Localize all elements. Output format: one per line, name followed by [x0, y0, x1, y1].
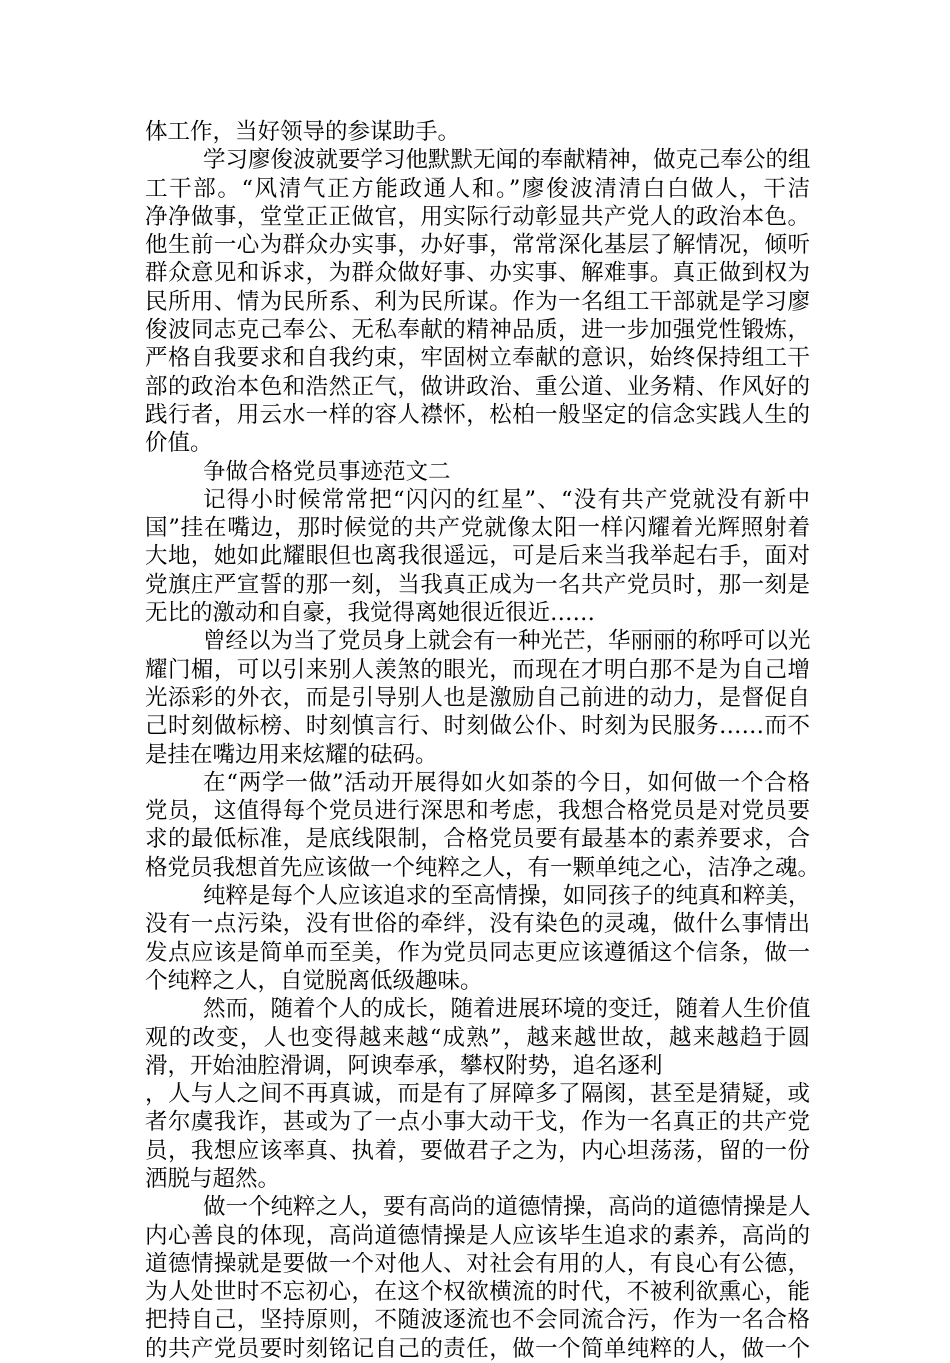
text-line: 国”挂在嘴边，那时候觉的共产党就像太阳一样闪耀着光辉照射着 — [145, 515, 810, 542]
text-line: 俊波同志克己奉公、无私奉献的精神品质，进一步加强党性锻炼， — [145, 317, 810, 344]
text-line: 净净做事，堂堂正正做官，用实际行动彰显共产党人的政治本色。 — [145, 203, 810, 230]
text-line: 大地，她如此耀眼但也离我很遥远，可是后来当我举起右手，面对 — [145, 543, 810, 570]
text-line: 洒脱与超然。 — [145, 1165, 281, 1192]
text-line: 部的政治本色和浩然正气，做讲政治、重公道、业务精、作风好的 — [145, 373, 810, 400]
text-line: 滑，开始油腔滑调，阿谀奉承，攀权附势，追名逐利 — [145, 1052, 663, 1079]
text-line: 党员，这值得每个党员进行深思和考虑，我想合格党员是对党员要 — [145, 798, 810, 825]
document-body — [145, 118, 821, 1363]
text-line: 然而，随着个人的成长，随着进展环境的变迁，随着人生价值 — [203, 996, 811, 1023]
text-line: 争做合格党员事迹范文二 — [203, 458, 451, 485]
text-line: 格党员我想首先应该做一个纯粹之人，有一颗单纯之心，洁净之魂。 — [145, 854, 821, 881]
text-line: 工干部。“风清气正方能政通人和。”廖俊波清清白白做人，干洁 — [145, 175, 810, 202]
text-line: ，人与人之间不再真诚，而是有了屏障多了隔阂，甚至是猜疑，或 — [145, 1081, 810, 1108]
text-line: 学习廖俊波就要学习他默默无闻的奉献精神，做克己奉公的组 — [203, 147, 811, 174]
text-line: 纯粹是每个人应该追求的至高情操，如同孩子的纯真和粹美， — [203, 883, 811, 910]
text-line: 光添彩的外衣，而是引导别人也是激励自己前进的动力，是督促自 — [145, 684, 810, 711]
text-line: 记得小时候常常把“闪闪的红星”、“没有共产党就没有新中 — [203, 486, 810, 513]
text-line: 体工作，当好领导的参谋助手。 — [145, 119, 461, 145]
text-line: 的共产党员要时刻铭记自己的责任，做一个简单纯粹的人，做一个 — [145, 1335, 810, 1362]
text-line: 耀门楣，可以引来别人羡煞的眼光，而现在才明白那不是为自己增 — [145, 656, 810, 683]
text-line: 己时刻做标榜、时刻慎言行、时刻做公仆、时刻为民服务……而不 — [145, 713, 810, 740]
text-line: 做一个纯粹之人，要有高尚的道德情操，高尚的道德情操是人 — [203, 1194, 811, 1221]
text-line: 严格自我要求和自我约束，牢固树立奉献的意识，始终保持组工干 — [145, 345, 810, 372]
text-line: 求的最低标准，是底线限制，合格党员要有最基本的素养要求，合 — [145, 826, 810, 853]
text-line: 为人处世时不忘初心，在这个权欲横流的时代，不被利欲熏心，能 — [145, 1279, 810, 1306]
text-line: 群众意见和诉求，为群众做好事、办实事、解难事。真正做到权为 — [145, 260, 810, 287]
text-line: 道德情操就是要做一个对他人、对社会有用的人，有良心有公德， — [145, 1250, 810, 1277]
text-line: 他生前一心为群众办实事，办好事，常常深化基层了解情况，倾听 — [145, 232, 810, 259]
text-line: 者尔虞我诈，甚或为了一点小事大动干戈，作为一名真正的共产党 — [145, 1109, 810, 1136]
text-line: 内心善良的体现，高尚道德情操是人应该毕生追求的素养，高尚的 — [145, 1222, 810, 1249]
text-line: 发点应该是简单而至美，作为党员同志更应该遵循这个信条，做一 — [145, 939, 810, 966]
text-line: 把持自己，坚持原则，不随波逐流也不会同流合污，作为一名合格 — [145, 1307, 810, 1334]
text-line: 个纯粹之人，自觉脱离低级趣味。 — [145, 967, 483, 994]
text-line: 员，我想应该率真、执着，要做君子之为，内心坦荡荡，留的一份 — [145, 1137, 810, 1164]
text-line: 民所用、情为民所系、利为民所谋。作为一名组工干部就是学习廖 — [145, 288, 810, 315]
text-line: 价值。 — [145, 430, 213, 457]
text-line: 观的改变，人也变得越来越“成熟”，越来越世故，越来越趋于圆 — [145, 1024, 810, 1051]
text-line: 无比的激动和自豪，我觉得离她很近很近…… — [145, 600, 596, 627]
text-line: 党旗庄严宣誓的那一刻，当我真正成为一名共产党员时，那一刻是 — [145, 571, 810, 598]
text-line: 在“两学一做”活动开展得如火如荼的今日，如何做一个合格 — [203, 769, 810, 796]
text-line: 践行者，用云水一样的容人襟怀，松柏一般坚定的信念实践人生的 — [145, 401, 810, 428]
text-line: 是挂在嘴边用来炫耀的砝码。 — [145, 741, 438, 768]
text-line: 没有一点污染，没有世俗的牵绊，没有染色的灵魂，做什么事情出 — [145, 911, 810, 938]
text-line: 曾经以为当了党员身上就会有一种光芒，华丽丽的称呼可以光 — [203, 628, 811, 655]
